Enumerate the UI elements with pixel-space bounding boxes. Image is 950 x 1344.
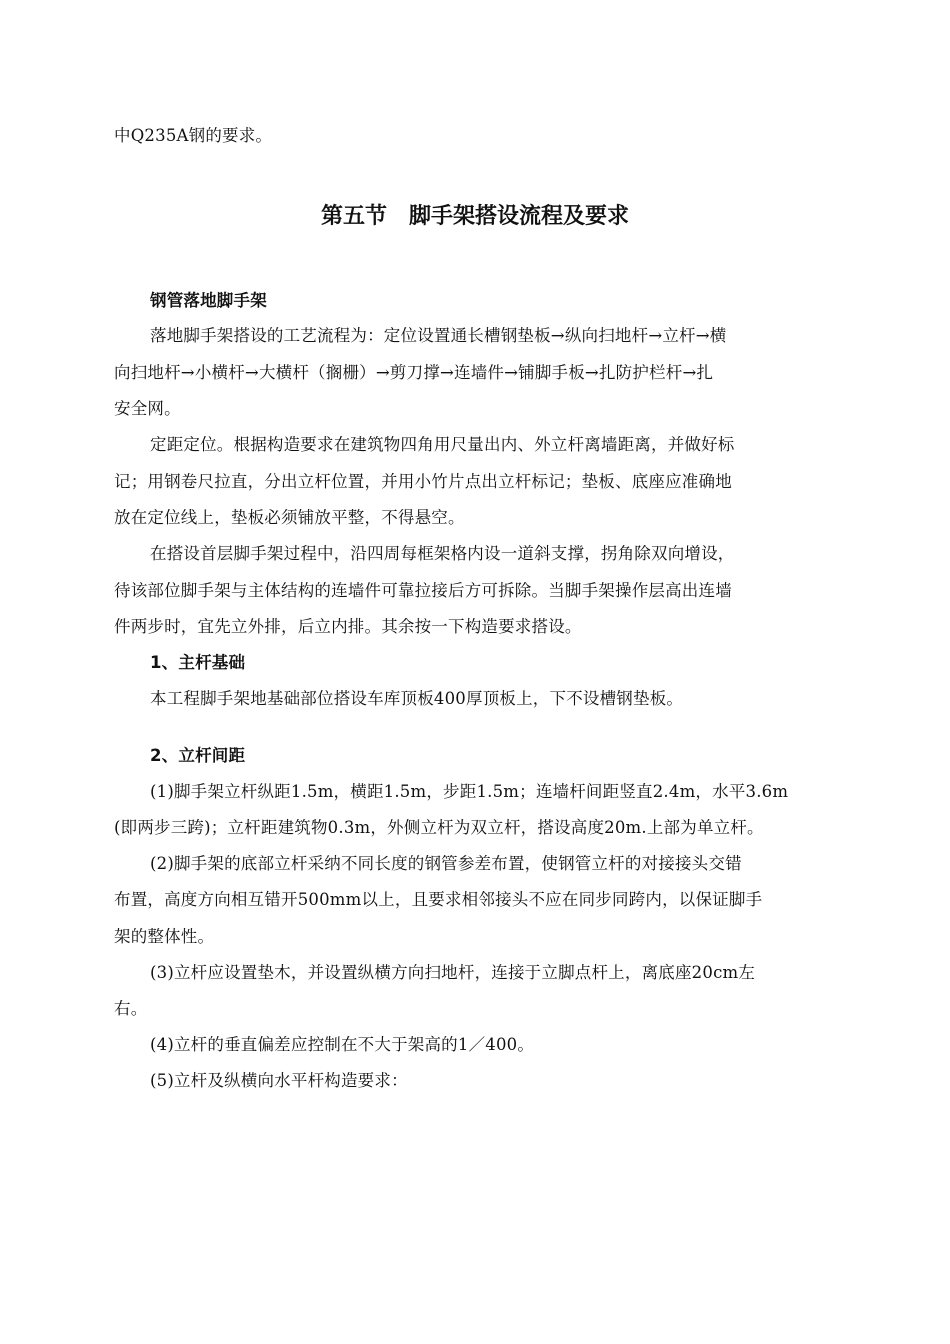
paragraph-line: 放在定位线上，垫板必须铺放平整，不得悬空。 — [114, 508, 465, 527]
paragraph-line: (4)立杆的垂直偏差应控制在不大于架高的1／400。 — [150, 1035, 535, 1054]
paragraph-line: 件两步时，宜先立外排，后立内排。其余按一下构造要求搭设。 — [114, 617, 582, 636]
paragraph-line: (1)脚手架立杆纵距1.5m，横距1.5m，步距1.5m；连墙杆间距竖直2.4m，水平3.6m — [150, 782, 789, 801]
paragraph-line: 架的整体性。 — [114, 927, 215, 946]
item-heading: 1、主杆基础 — [150, 653, 246, 672]
paragraph-line: 待该部位脚手架与主体结构的连墙件可靠拉接后方可拆除。当脚手架操作层高出连墙 — [114, 581, 732, 600]
section-title: 第五节 脚手架搭设流程及要求 — [320, 204, 629, 229]
paragraph-line: (3)立杆应设置垫木，并设置纵横方向扫地杆，连接于立脚点杆上，离底座20cm左 — [150, 963, 756, 982]
paragraph-line: 安全网。 — [114, 399, 181, 418]
carryover-text: 中Q235A钢的要求。 — [114, 126, 273, 145]
paragraph-line: (5)立杆及纵横向水平杆构造要求： — [150, 1071, 408, 1090]
paragraph-line: 定距定位。根据构造要求在建筑物四角用尺量出内、外立杆离墙距离，并做好标 — [150, 435, 735, 454]
paragraph-line: 落地脚手架搭设的工艺流程为：定位设置通长槽钢垫板→纵向扫地杆→立杆→横 — [150, 326, 727, 345]
paragraph-line: 在搭设首层脚手架过程中，沿四周每框架格内设一道斜支撑，拐角除双向增设， — [150, 544, 735, 563]
item-heading: 2、立杆间距 — [150, 746, 246, 765]
paragraph-line: 本工程脚手架地基础部位搭设车库顶板400厚顶板上，下不设槽钢垫板。 — [150, 689, 684, 708]
paragraph-line: (2)脚手架的底部立杆采纳不同长度的钢管参差布置，使钢管立杆的对接接头交错 — [150, 854, 742, 873]
paragraph-line: (即两步三跨)；立杆距建筑物0.3m，外侧立杆为双立杆，搭设高度20m.上部为单立杆。 — [114, 818, 764, 837]
paragraph-line: 记；用钢卷尺拉直，分出立杆位置，并用小竹片点出立杆标记；垫板、底座应准确地 — [114, 472, 732, 491]
paragraph-line: 右。 — [114, 999, 148, 1018]
subsection-title: 钢管落地脚手架 — [150, 291, 267, 310]
paragraph-line: 布置，高度方向相互错开500mm以上，且要求相邻接头不应在同步同跨内，以保证脚手 — [114, 890, 763, 909]
paragraph-line: 向扫地杆→小横杆→大横杆（搁栅）→剪刀撑→连墙件→铺脚手板→扎防护栏杆→扎 — [114, 363, 714, 382]
